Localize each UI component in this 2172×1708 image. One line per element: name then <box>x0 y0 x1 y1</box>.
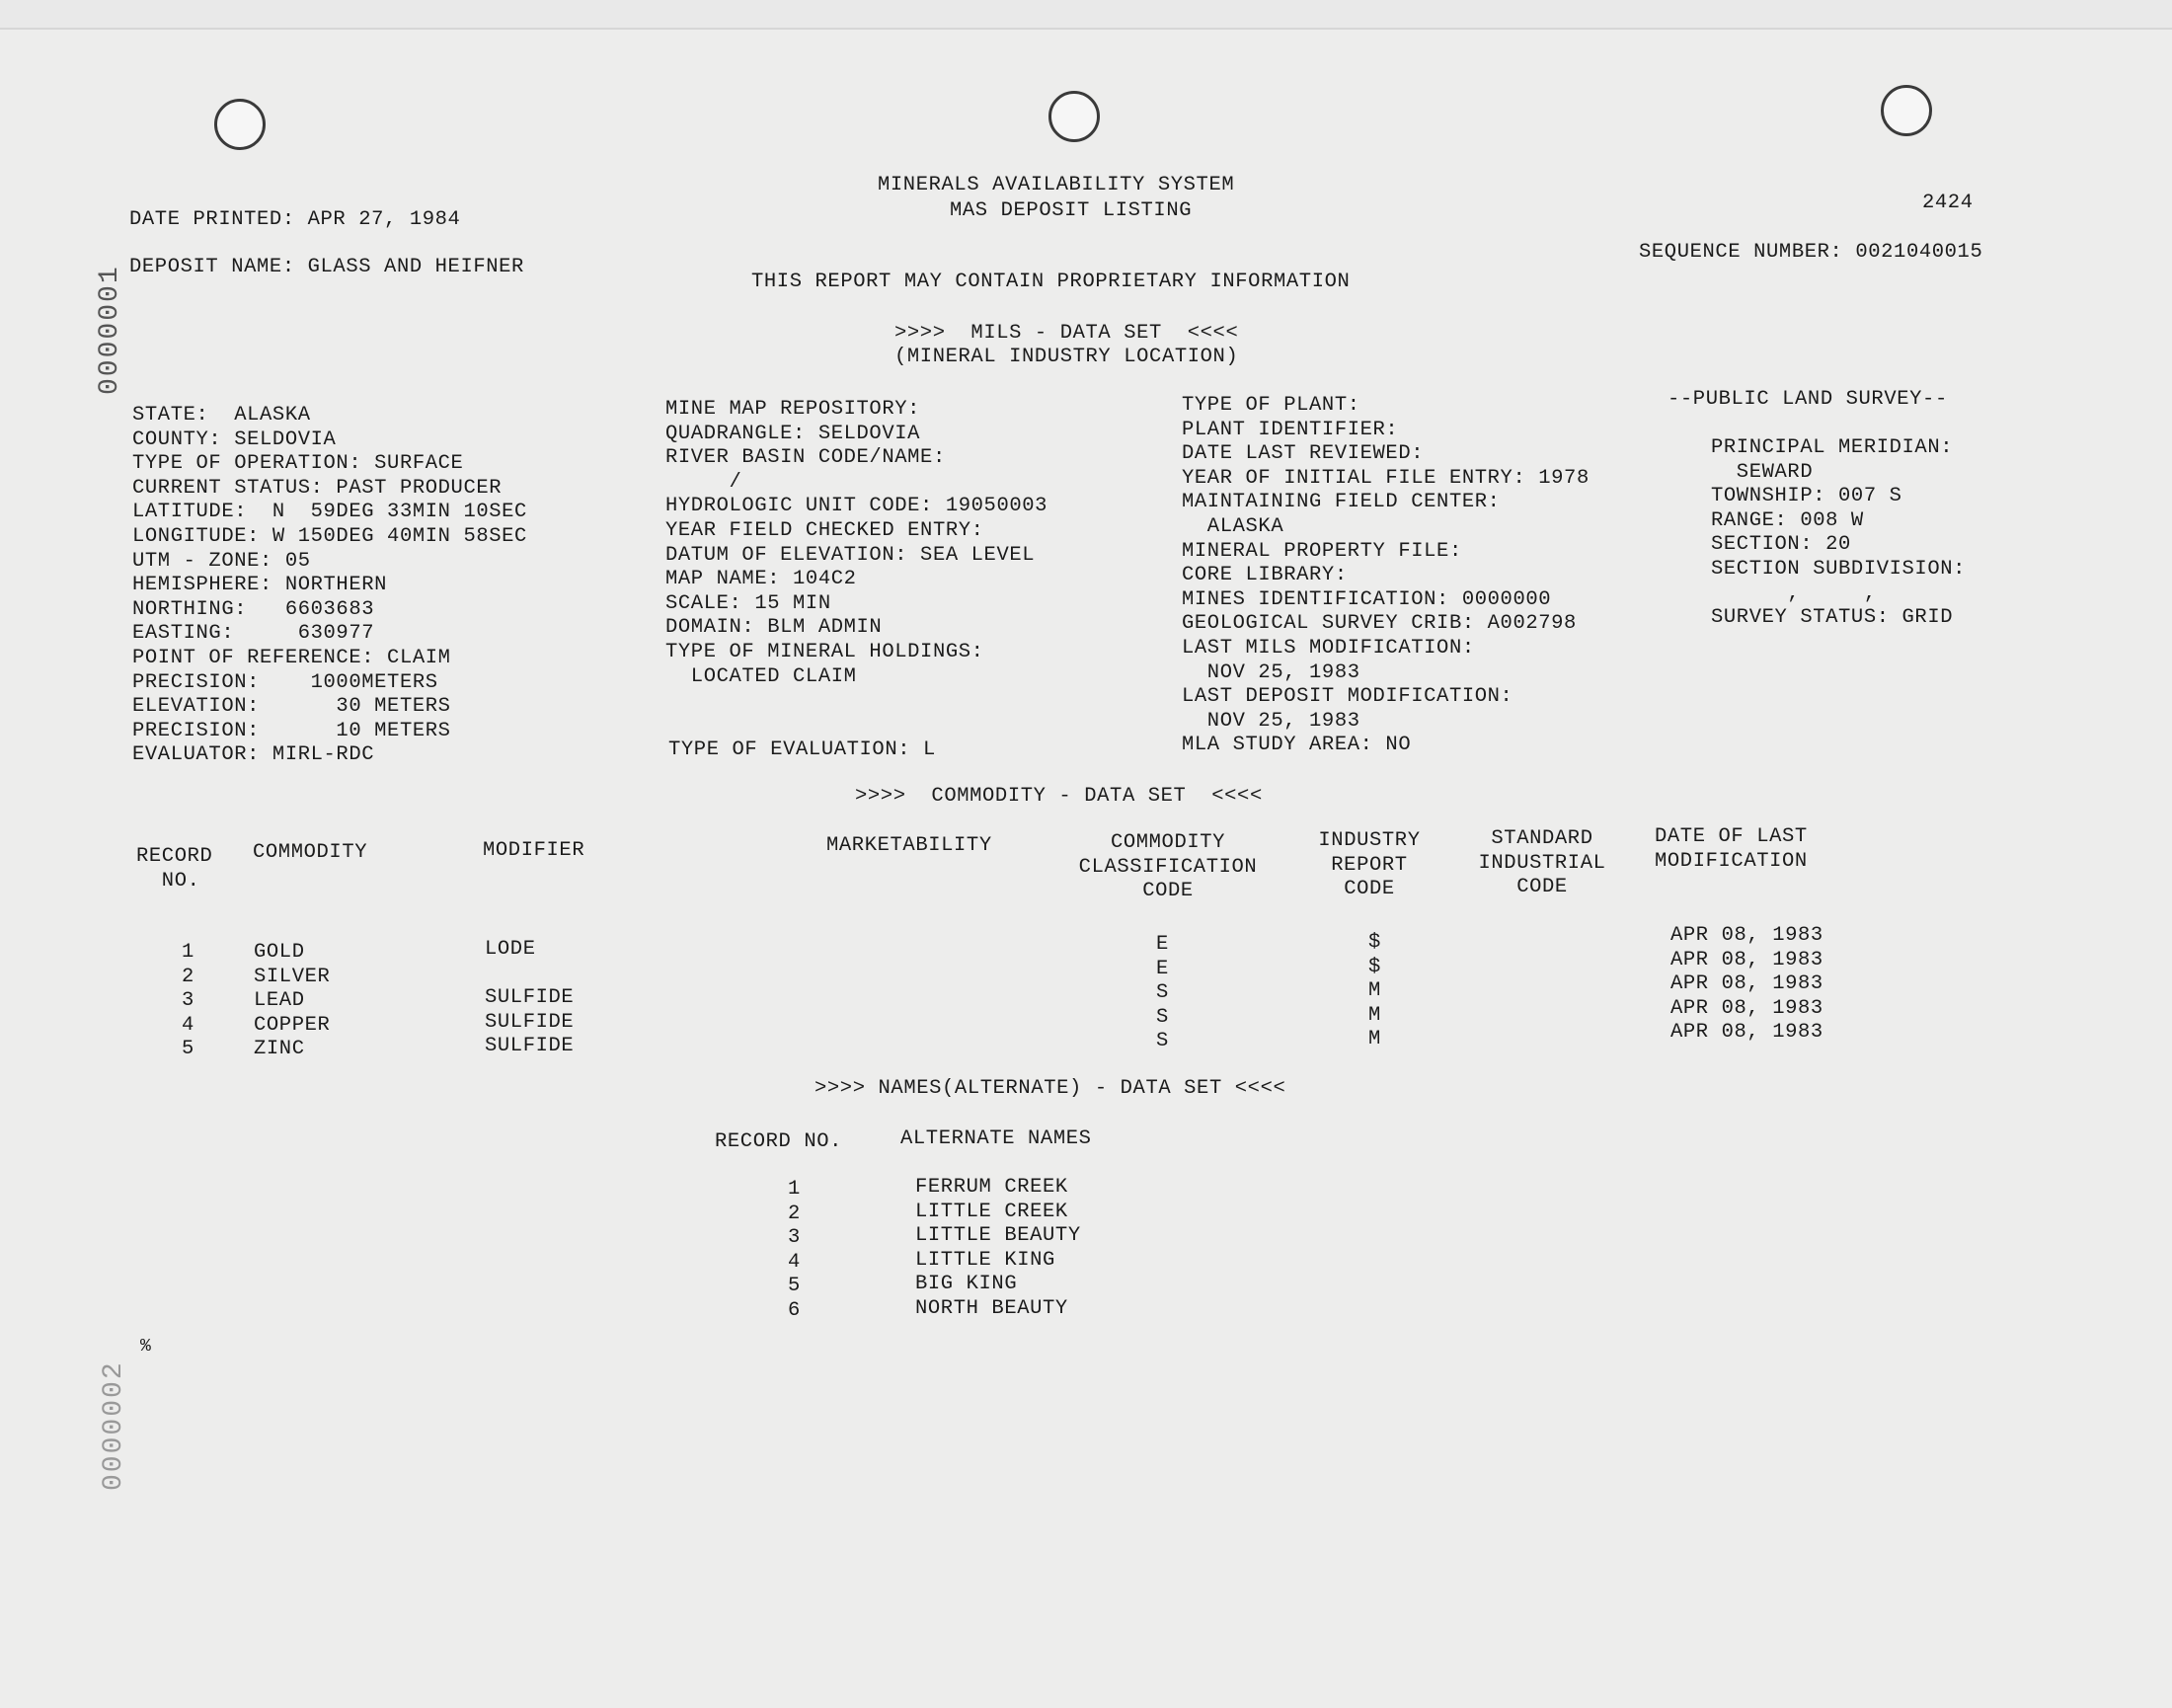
field-principal-meridian: PRINCIPAL MERIDIAN: <box>1711 436 1954 459</box>
names-col-no <box>788 1178 801 1324</box>
field-section-subdivision: SECTION SUBDIVISION: <box>1711 557 1967 581</box>
public-land-survey-title: --PUBLIC LAND SURVEY-- <box>1668 388 1948 411</box>
list-item-no: 6 <box>788 1298 801 1322</box>
commodity-col-date <box>1670 924 1823 1046</box>
table-cell-industry: M <box>1368 979 1381 1003</box>
col-header-industry: INDUSTRY REPORT CODE <box>1318 829 1421 901</box>
field-operation-type: TYPE OF OPERATION: SURFACE <box>132 452 464 476</box>
field-mineral-holdings-value: LOCATED CLAIM <box>665 664 857 688</box>
col-header-record: RECORD NO. <box>136 845 213 893</box>
names-title: >>>> NAMES(ALTERNATE) - DATA SET <<<< <box>814 1077 1286 1100</box>
mils-column-2 <box>665 398 1047 689</box>
field-last-deposit-modification: LAST DEPOSIT MODIFICATION: <box>1182 685 1513 709</box>
field-datum-of-elevation: DATUM OF ELEVATION: SEA LEVEL <box>665 543 1036 567</box>
table-cell-class: E <box>1156 933 1169 956</box>
field-geological-survey-crib: GEOLOGICAL SURVEY CRIB: A002798 <box>1182 612 1577 636</box>
col-header-commodity: COMMODITY <box>253 841 368 864</box>
field-type-of-evaluation: TYPE OF EVALUATION: L <box>668 738 936 761</box>
table-cell-industry: M <box>1368 1028 1381 1051</box>
commodity-title: >>>> COMMODITY - DATA SET <<<< <box>855 785 1263 808</box>
field-survey-status: SURVEY STATUS: GRID <box>1711 606 1954 630</box>
list-item-name: LITTLE CREEK <box>915 1200 1068 1223</box>
names-header-record: RECORD NO. <box>715 1130 843 1153</box>
field-latitude: LATITUDE: N 59DEG 33MIN 10SEC <box>132 501 527 524</box>
table-cell-modifier: SULFIDE <box>485 1035 575 1058</box>
punch-hole-left <box>214 99 266 150</box>
field-mineral-property-file: MINERAL PROPERTY FILE: <box>1182 539 1462 563</box>
col-header-sic: STANDARD INDUSTRIAL CODE <box>1478 827 1606 899</box>
mils-subtitle: (MINERAL INDUSTRY LOCATION) <box>894 346 1239 368</box>
page-number: 2424 <box>1922 192 1974 214</box>
col-header-marketability: MARKETABILITY <box>826 834 992 857</box>
field-point-of-reference: POINT OF REFERENCE: CLAIM <box>132 646 451 669</box>
table-cell-no: 3 <box>182 989 194 1013</box>
list-item-name: BIG KING <box>915 1273 1018 1296</box>
field-year-field-checked: YEAR FIELD CHECKED ENTRY: <box>665 518 984 542</box>
table-cell-class: S <box>1156 981 1169 1005</box>
punch-hole-center <box>1048 91 1100 142</box>
field-core-library: CORE LIBRARY: <box>1182 564 1348 587</box>
mils-column-1 <box>132 404 527 768</box>
list-item-no: 1 <box>788 1178 801 1201</box>
table-cell-modifier: LODE <box>485 938 536 961</box>
col-header-classification: COMMODITY CLASSIFICATION CODE <box>1078 831 1258 903</box>
field-river-basin-value: / <box>665 470 742 494</box>
table-cell-commodity: GOLD <box>254 941 305 964</box>
field-type-of-plant: TYPE OF PLANT: <box>1182 394 1360 417</box>
list-item-no: 5 <box>788 1275 801 1298</box>
names-header-alternate: ALTERNATE NAMES <box>900 1127 1092 1150</box>
field-last-deposit-modification-date: NOV 25, 1983 <box>1182 709 1360 733</box>
system-title: MINERALS AVAILABILITY SYSTEM <box>878 174 1235 196</box>
field-plant-identifier: PLANT IDENTIFIER: <box>1182 418 1399 441</box>
field-hemisphere: HEMISPHERE: NORTHERN <box>132 574 388 597</box>
field-precision-location: PRECISION: 1000METERS <box>132 670 438 694</box>
proprietary-notice: THIS REPORT MAY CONTAIN PROPRIETARY INFORMATION <box>751 271 1351 293</box>
table-cell-date: APR 08, 1983 <box>1670 972 1823 996</box>
field-mla-study-area: MLA STUDY AREA: NO <box>1182 734 1412 757</box>
table-cell-modifier <box>485 963 574 987</box>
commodity-col-name <box>254 941 330 1062</box>
date-printed: DATE PRINTED: APR 27, 1984 <box>129 208 461 231</box>
table-cell-industry: $ <box>1368 931 1381 954</box>
field-current-status: CURRENT STATUS: PAST PRODUCER <box>132 476 503 500</box>
table-cell-no: 2 <box>182 965 194 988</box>
field-last-mils-modification: LAST MILS MODIFICATION: <box>1182 636 1475 660</box>
col-header-modifier: MODIFIER <box>483 839 585 862</box>
field-mineral-holdings: TYPE OF MINERAL HOLDINGS: <box>665 640 984 663</box>
commodity-col-class <box>1156 933 1169 1054</box>
table-cell-industry: $ <box>1368 955 1381 978</box>
list-item-no: 4 <box>788 1250 801 1274</box>
field-scale: SCALE: 15 MIN <box>665 591 831 615</box>
table-cell-commodity: COPPER <box>254 1013 331 1037</box>
table-cell-date: APR 08, 1983 <box>1670 1021 1823 1045</box>
field-map-name: MAP NAME: 104C2 <box>665 568 857 591</box>
field-easting: EASTING: 630977 <box>132 622 375 646</box>
field-section: SECTION: 20 <box>1711 533 1851 557</box>
field-township: TOWNSHIP: 007 S <box>1711 485 1902 508</box>
field-river-basin: RIVER BASIN CODE/NAME: <box>665 446 946 470</box>
field-last-mils-modification-date: NOV 25, 1983 <box>1182 660 1360 684</box>
field-evaluator: EVALUATOR: MIRL-RDC <box>132 743 375 767</box>
table-cell-no: 4 <box>182 1013 194 1037</box>
list-item-no: 3 <box>788 1226 801 1250</box>
table-cell-date: APR 08, 1983 <box>1670 996 1823 1020</box>
punch-hole-right <box>1881 85 1932 136</box>
table-cell-no: 1 <box>182 941 194 964</box>
table-cell-commodity: ZINC <box>254 1038 305 1061</box>
field-maintaining-center-value: ALASKA <box>1182 514 1284 538</box>
field-mine-map-repository: MINE MAP REPOSITORY: <box>665 398 921 421</box>
table-cell-class: S <box>1156 1005 1169 1029</box>
field-mines-identification: MINES IDENTIFICATION: 0000000 <box>1182 587 1552 611</box>
field-principal-meridian-value: SEWARD <box>1711 460 1814 484</box>
field-date-last-reviewed: DATE LAST REVIEWED: <box>1182 442 1425 466</box>
sequence-number: SEQUENCE NUMBER: 0021040015 <box>1639 241 1983 264</box>
table-cell-modifier: SULFIDE <box>485 986 575 1010</box>
field-county: COUNTY: SELDOVIA <box>132 427 337 451</box>
table-cell-modifier: SULFIDE <box>485 1010 575 1034</box>
list-item-no: 2 <box>788 1202 801 1225</box>
list-item-name: FERRUM CREEK <box>915 1176 1068 1199</box>
field-state: STATE: ALASKA <box>132 404 311 427</box>
commodity-col-no <box>182 941 194 1062</box>
field-range: RANGE: 008 W <box>1711 508 1864 532</box>
field-longitude: LONGITUDE: W 150DEG 40MIN 58SEC <box>132 524 527 548</box>
field-elevation: ELEVATION: 30 METERS <box>132 695 451 719</box>
table-cell-date: APR 08, 1983 <box>1670 924 1823 947</box>
commodity-col-industry <box>1368 931 1381 1052</box>
deposit-name: DEPOSIT NAME: GLASS AND HEIFNER <box>129 256 524 278</box>
mils-column-3 <box>1182 394 1590 758</box>
list-item-name: LITTLE BEAUTY <box>915 1224 1081 1248</box>
field-utm-zone: UTM - ZONE: 05 <box>132 549 311 573</box>
field-quadrangle: QUADRANGLE: SELDOVIA <box>665 422 921 445</box>
margin-percent: % <box>140 1337 152 1357</box>
field-precision-elevation: PRECISION: 10 METERS <box>132 719 451 742</box>
col-header-date: DATE OF LAST MODIFICATION <box>1655 825 1808 873</box>
field-maintaining-center: MAINTAINING FIELD CENTER: <box>1182 491 1501 514</box>
field-domain: DOMAIN: BLM ADMIN <box>665 616 883 640</box>
table-cell-industry: M <box>1368 1003 1381 1027</box>
table-cell-commodity: LEAD <box>254 989 305 1013</box>
table-cell-no: 5 <box>182 1038 194 1061</box>
list-item-name: LITTLE KING <box>915 1248 1055 1272</box>
table-cell-commodity: SILVER <box>254 965 331 988</box>
commodity-col-modifier <box>485 938 574 1059</box>
field-hydrologic-unit: HYDROLOGIC UNIT CODE: 19050003 <box>665 495 1048 518</box>
listing-title: MAS DEPOSIT LISTING <box>950 199 1193 222</box>
names-col-name <box>915 1176 1081 1322</box>
field-section-subdivision-value: , , <box>1711 582 1877 605</box>
field-northing: NORTHING: 6603683 <box>132 597 375 621</box>
list-item-name: NORTH BEAUTY <box>915 1296 1068 1320</box>
mils-title: >>>> MILS - DATA SET <<<< <box>894 322 1239 345</box>
field-year-initial-entry: YEAR OF INITIAL FILE ENTRY: 1978 <box>1182 466 1590 490</box>
margin-code-bottom: 0000002 <box>99 1360 129 1491</box>
table-cell-date: APR 08, 1983 <box>1670 948 1823 971</box>
mils-column-4 <box>1711 436 1966 631</box>
margin-code-top: 0000001 <box>95 265 125 395</box>
table-cell-class: E <box>1156 957 1169 980</box>
table-cell-class: S <box>1156 1030 1169 1053</box>
